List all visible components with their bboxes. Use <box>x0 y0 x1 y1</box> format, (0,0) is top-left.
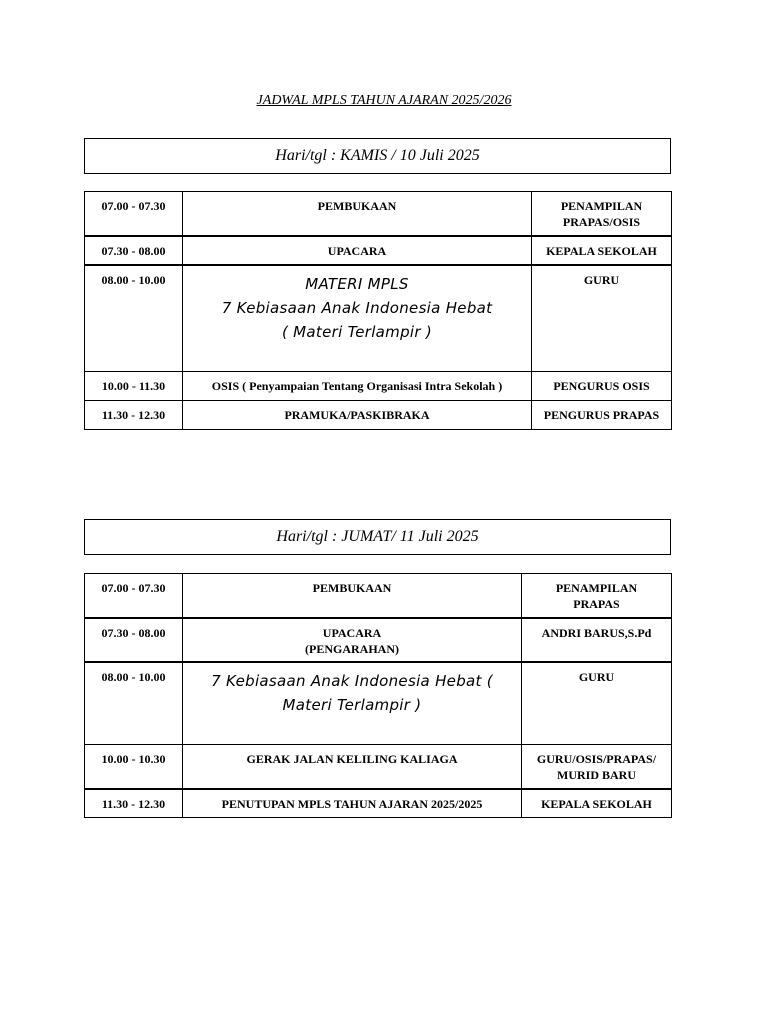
table-row <box>85 618 672 662</box>
table-row <box>85 789 672 818</box>
time-cell: 10.00 - 10.30 <box>85 745 183 789</box>
table-row <box>85 401 672 430</box>
pic-cell <box>522 745 672 789</box>
table-row <box>85 372 672 401</box>
time-cell: 07.30 - 08.00 <box>85 236 183 265</box>
day2-schedule-table <box>84 573 672 818</box>
activity-line: ( Materi Terlampir ) <box>281 322 433 341</box>
time-cell: 11.30 - 12.30 <box>85 401 183 430</box>
time-cell: 07.00 - 07.30 <box>85 192 183 236</box>
activity-line: MATERI MPLS <box>305 274 409 293</box>
activity-cell <box>183 618 522 662</box>
time-cell: 08.00 - 10.00 <box>85 662 183 745</box>
pic-cell: PENGURUS OSIS <box>532 372 672 401</box>
pic-line: MURID BARU <box>557 768 636 782</box>
day1-schedule-table <box>84 191 672 430</box>
day1-header: Hari/tgl : KAMIS / 10 Juli 2025 <box>84 138 671 174</box>
table-row <box>85 265 672 372</box>
time-cell: 07.30 - 08.00 <box>85 618 183 662</box>
document-title: JADWAL MPLS TAHUN AJARAN 2025/2026 <box>256 93 512 108</box>
activity-cell: UPACARA <box>183 236 532 265</box>
pic-cell: KEPALA SEKOLAH <box>532 236 672 265</box>
pic-line: PRAPAS <box>573 597 620 611</box>
activity-cell <box>183 662 522 745</box>
activity-cell <box>183 265 532 372</box>
activity-line: 7 Kebiasaan Anak Indonesia Hebat <box>221 298 493 317</box>
table-row <box>85 192 672 236</box>
pic-line: GURU/OSIS/PRAPAS/ <box>536 752 657 766</box>
pic-cell <box>532 192 672 236</box>
time-cell: 10.00 - 11.30 <box>85 372 183 401</box>
table-row <box>85 745 672 789</box>
pic-cell: PENGURUS PRAPAS <box>532 401 672 430</box>
pic-line: PENAMPILAN <box>560 199 643 213</box>
pic-cell <box>522 574 672 618</box>
activity-cell: PRAMUKA/PASKIBRAKA <box>183 401 532 430</box>
table-row <box>85 574 672 618</box>
time-cell: 07.00 - 07.30 <box>85 574 183 618</box>
activity-line: UPACARA <box>322 625 382 640</box>
pic-line: PRAPAS/OSIS <box>562 215 641 229</box>
day2-header: Hari/tgl : JUMAT/ 11 Juli 2025 <box>84 519 671 555</box>
pic-cell: KEPALA SEKOLAH <box>522 789 672 818</box>
activity-cell: OSIS ( Penyampaian Tentang Organisasi Intra Sekolah ) <box>183 372 532 401</box>
pic-cell: GURU <box>532 265 672 372</box>
activity-cell: PEMBUKAAN <box>183 574 522 618</box>
activity-cell: GERAK JALAN KELILING KALIAGA <box>183 745 522 789</box>
activity-line: 7 Kebiasaan Anak Indonesia Hebat ( <box>211 671 493 690</box>
activity-line: (PENGARAHAN) <box>305 641 399 656</box>
time-cell: 08.00 - 10.00 <box>85 265 183 372</box>
table-row <box>85 236 672 265</box>
activity-cell: PEMBUKAAN <box>183 192 532 236</box>
pic-cell: ANDRI BARUS,S.Pd <box>522 618 672 662</box>
table-row <box>85 662 672 745</box>
pic-cell: GURU <box>522 662 672 745</box>
activity-line: Materi Terlampir ) <box>282 695 422 714</box>
time-cell: 11.30 - 12.30 <box>85 789 183 818</box>
activity-cell: PENUTUPAN MPLS TAHUN AJARAN 2025/2025 <box>183 789 522 818</box>
pic-line: PENAMPILAN <box>555 581 638 595</box>
